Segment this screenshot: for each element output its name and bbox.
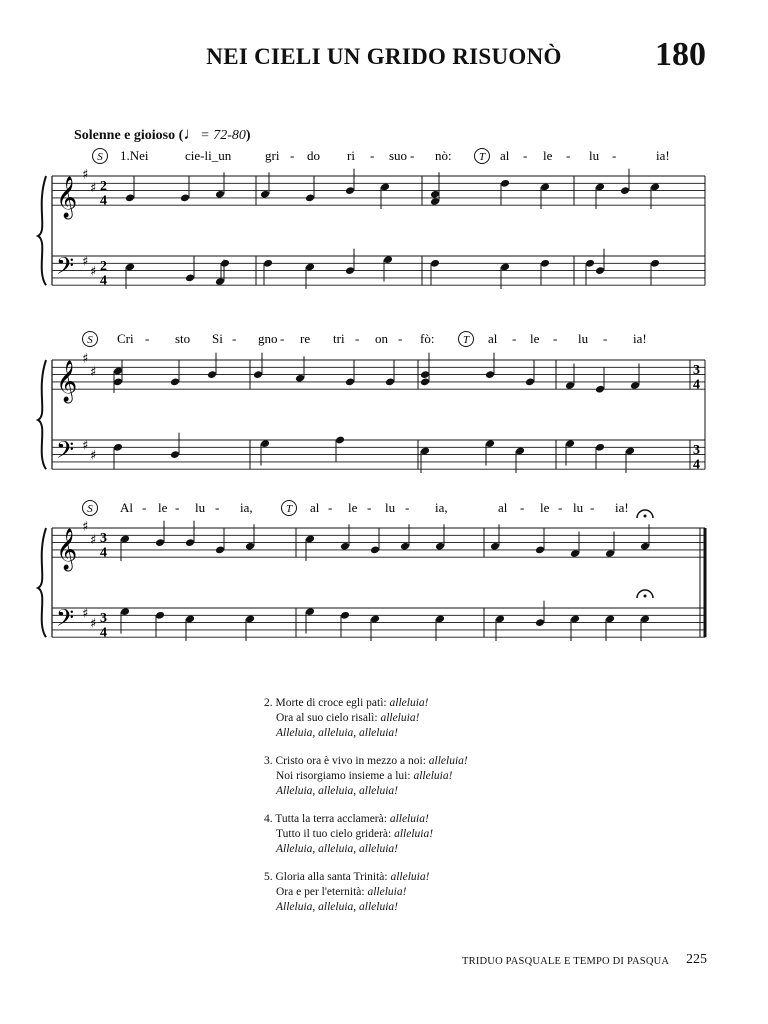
- system-2: [38, 331, 705, 473]
- lyric-syllable: lu: [578, 331, 589, 346]
- sharp-icon: ♯: [82, 519, 89, 535]
- treble-clef-icon: 𝄞: [56, 361, 78, 403]
- lyric-syllable: ia,: [435, 500, 448, 515]
- metronome-mark: (♩= 72-80): [178, 124, 251, 143]
- sharp-icon: ♯: [90, 532, 97, 548]
- lyric-syllable: -: [145, 331, 150, 346]
- sharp-icon: ♯: [82, 351, 89, 367]
- lyric-syllable: -: [328, 500, 333, 515]
- lyric-syllable: -: [603, 331, 608, 346]
- verses-block: [264, 696, 468, 928]
- lyric-syllable: -: [520, 500, 525, 515]
- lyric-syllable: -: [612, 148, 617, 163]
- sharp-icon: ♯: [90, 180, 97, 196]
- lyric-syllable: do: [307, 148, 320, 163]
- lyric-syllable: -: [355, 331, 360, 346]
- lyric-syllable: al: [488, 331, 498, 346]
- lyric-syllable: -: [142, 500, 147, 515]
- lyric-syllable: lu: [385, 500, 396, 515]
- lyric-syllable: -: [175, 500, 180, 515]
- time-signature-bottom: 4: [693, 377, 700, 393]
- lyric-syllable: -: [553, 331, 558, 346]
- bass-clef-icon: 𝄢: [56, 435, 75, 469]
- system-1: [38, 148, 705, 289]
- quarter-note-icon: ♩: [183, 124, 201, 143]
- lyric-syllable: 1.Nei: [120, 148, 149, 163]
- system-3: [38, 500, 705, 641]
- lyric-syllable: le: [158, 500, 168, 515]
- lyric-syllable: -: [232, 331, 237, 346]
- verse-refrain: Alleluia, alleluia, alleluia!: [276, 785, 399, 797]
- brace: [38, 360, 46, 469]
- lyric-syllable: lu: [573, 500, 584, 515]
- verse-line: Noi risorgiamo insieme a lui: alleluia!: [276, 770, 453, 782]
- verse-refrain: Alleluia, alleluia, alleluia!: [276, 727, 399, 739]
- lyric-syllable: -: [290, 148, 295, 163]
- lyric-syllable: -: [590, 500, 595, 515]
- lyric-syllable: -: [566, 148, 571, 163]
- verse-2: [264, 696, 468, 741]
- time-signature-bottom: 4: [100, 193, 107, 209]
- lyric-syllable: le: [543, 148, 553, 163]
- time-signature-top: 3: [100, 610, 107, 626]
- lyric-syllable: le: [348, 500, 358, 515]
- lyric-syllable: -: [280, 331, 285, 346]
- sharp-icon: ♯: [90, 264, 97, 280]
- verse-5: [264, 870, 468, 915]
- voice-marker: S: [87, 503, 93, 515]
- lyric-syllable: al: [498, 500, 508, 515]
- verse-line: Ora e per l'eternità: alleluia!: [276, 886, 407, 898]
- time-signature-bottom: 4: [693, 457, 700, 473]
- lyric-syllable: -: [370, 148, 375, 163]
- time-signature-bottom: 4: [100, 625, 107, 641]
- lyric-syllable: ia!: [633, 331, 647, 346]
- lyric-syllable: le: [530, 331, 540, 346]
- treble-clef-icon: 𝄞: [56, 529, 78, 571]
- lyric-syllable: gno: [258, 331, 278, 346]
- time-signature-top: 2: [100, 258, 107, 274]
- time-signature-bottom: 4: [100, 273, 107, 289]
- lyric-syllable: nò:: [435, 148, 452, 163]
- brace: [38, 528, 46, 637]
- lyric-syllable: on: [375, 331, 388, 346]
- page-title: NEI CIELI UN GRIDO RISUONÒ: [206, 44, 562, 69]
- lyric-syllable: gri: [265, 148, 280, 163]
- lyric-syllable: -: [367, 500, 372, 515]
- lyric-syllable: -: [512, 331, 517, 346]
- page-number: 225: [686, 952, 707, 967]
- voice-marker: T: [478, 151, 486, 163]
- sharp-icon: ♯: [82, 167, 89, 183]
- lyric-syllable: tri: [333, 331, 345, 346]
- bass-clef-icon: 𝄢: [56, 251, 75, 285]
- lyric-syllable: -: [558, 500, 563, 515]
- time-signature-top: 3: [693, 362, 700, 378]
- treble-clef-icon: 𝄞: [56, 177, 78, 219]
- verse-3: [264, 754, 468, 799]
- lyric-syllable: Al: [120, 500, 133, 515]
- bass-clef-icon: 𝄢: [56, 603, 75, 637]
- sharp-icon: ♯: [82, 606, 89, 622]
- verse-line: Tutto il tuo cielo griderà: alleluia!: [276, 828, 434, 840]
- verse-refrain: Alleluia, alleluia, alleluia!: [276, 901, 399, 913]
- sharp-icon: ♯: [90, 364, 97, 380]
- voice-marker: T: [462, 334, 470, 346]
- footer-section: TRIDUO PASQUALE E TEMPO DI PASQUA: [462, 956, 670, 967]
- lyric-syllable: Cri: [117, 331, 134, 346]
- verse-refrain: Alleluia, alleluia, alleluia!: [276, 843, 399, 855]
- lyric-syllable: lu: [589, 148, 600, 163]
- lyric-syllable: -: [523, 148, 528, 163]
- lyric-syllable: ia!: [615, 500, 629, 515]
- voice-marker: S: [87, 334, 93, 346]
- tempo-text: Solenne e gioioso: [74, 128, 176, 143]
- sharp-icon: ♯: [90, 616, 97, 632]
- lyric-syllable: ri: [347, 148, 355, 163]
- lyric-syllable: -: [410, 148, 415, 163]
- sharp-icon: ♯: [90, 448, 97, 464]
- lyric-syllable: -: [215, 500, 220, 515]
- verse-line: 4. Tutta la terra acclamerà: alleluia!: [264, 813, 429, 825]
- lyric-syllable: lu: [195, 500, 206, 515]
- lyric-syllable: cie-li_un: [185, 148, 232, 163]
- fermata-dot: [644, 515, 647, 518]
- lyric-syllable: Si: [212, 331, 223, 346]
- lyric-syllable: al: [500, 148, 510, 163]
- lyric-syllable: fò:: [420, 331, 435, 346]
- fermata-dot: [644, 595, 647, 598]
- lyric-syllable: al: [310, 500, 320, 515]
- verse-line: 2. Morte di croce egli patì: alleluia!: [264, 697, 429, 709]
- brace: [38, 176, 46, 285]
- lyric-syllable: suo: [389, 148, 408, 163]
- lyric-syllable: ia,: [240, 500, 253, 515]
- verse-line: Ora al suo cielo risalì: alleluia!: [276, 712, 420, 724]
- sharp-icon: ♯: [82, 254, 89, 270]
- lyric-syllable: sto: [175, 331, 191, 346]
- voice-marker: T: [285, 503, 293, 515]
- lyric-syllable: ia!: [656, 148, 670, 163]
- verse-line: 5. Gloria alla santa Trinità: alleluia!: [264, 871, 430, 883]
- time-signature-bottom: 4: [100, 545, 107, 561]
- hymn-number: 180: [655, 36, 706, 73]
- time-signature-top: 2: [100, 178, 107, 194]
- verse-line: 3. Cristo ora è vivo in mezzo a noi: alleluia!: [264, 755, 468, 767]
- lyric-syllable: le: [540, 500, 550, 515]
- lyric-syllable: -: [398, 331, 403, 346]
- lyric-syllable: -: [405, 500, 410, 515]
- time-signature-top: 3: [693, 442, 700, 458]
- time-signature-top: 3: [100, 530, 107, 546]
- metronome-value: = 72-80: [200, 128, 246, 143]
- sharp-icon: ♯: [82, 438, 89, 454]
- lyric-syllable: re: [300, 331, 311, 346]
- voice-marker: S: [97, 151, 103, 163]
- verse-4: [264, 812, 468, 857]
